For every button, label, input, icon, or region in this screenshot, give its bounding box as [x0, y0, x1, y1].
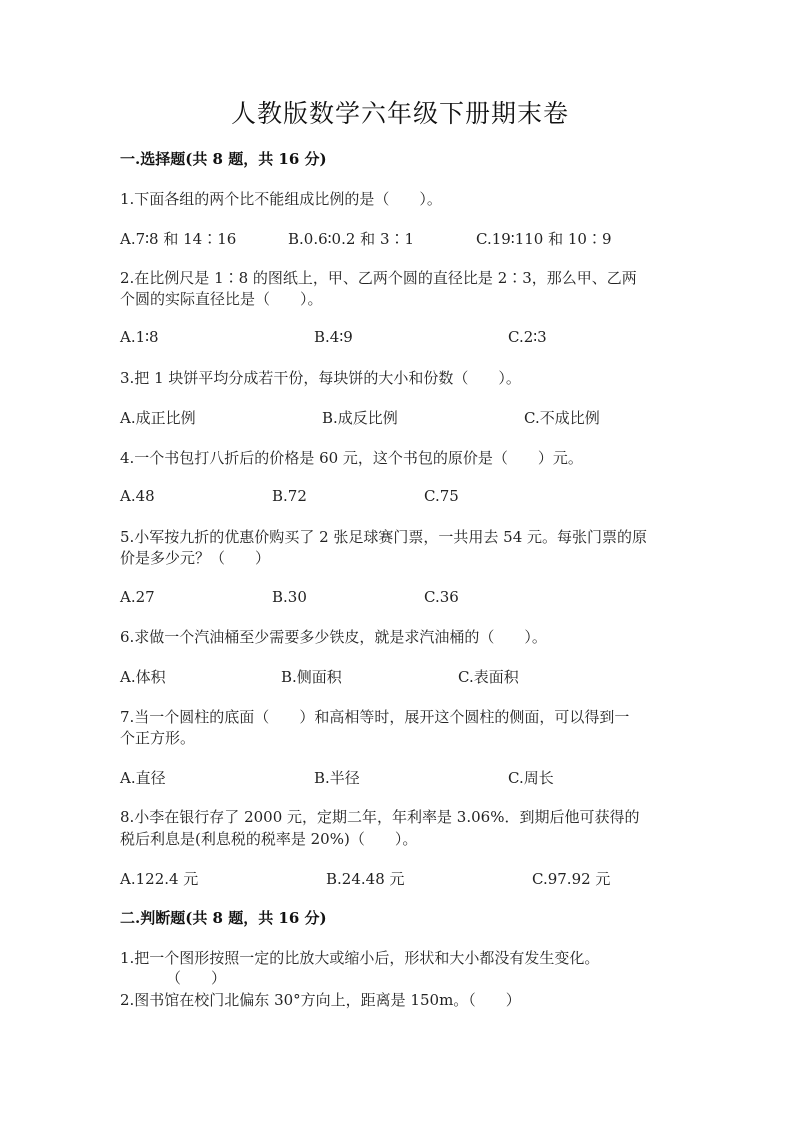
- q1-option-a: A.7∶8 和 14∶16: [120, 230, 237, 248]
- q8-option-a: A.122.4 元: [120, 870, 199, 888]
- question-2-line-1: 2.在比例尺是 1∶8 的图纸上，甲、乙两个圆的直径比是 2∶3，那么甲、乙两: [120, 269, 637, 287]
- q6-option-a: A.体积: [120, 668, 166, 686]
- tf-question-2: 2.图书馆在校门北偏东 30°方向上，距离是 150m。（ ）: [120, 991, 521, 1009]
- q7-option-b: B.半径: [314, 769, 360, 787]
- question-4: 4.一个书包打八折后的价格是 60 元，这个书包的原价是（ ）元。: [120, 449, 583, 467]
- q6-option-c: C.表面积: [458, 668, 519, 686]
- q2-option-a: A.1∶8: [120, 328, 159, 346]
- q3-option-c: C.不成比例: [524, 409, 600, 427]
- q8-option-b: B.24.48 元: [326, 870, 405, 888]
- question-5-line-2: 价是多少元？（ ）: [120, 549, 271, 567]
- q1-option-b: B.0.6∶0.2 和 3∶1: [288, 230, 415, 248]
- tf-question-1-line-1: 1.把一个图形按照一定的比放大或缩小后，形状和大小都没有发生变化。: [120, 949, 600, 967]
- q5-option-b: B.30: [272, 588, 307, 606]
- question-8-line-2: 税后利息是(利息税的税率是 20%)（ ）。: [120, 830, 418, 848]
- question-5-line-1: 5.小军按九折的优惠价购买了 2 张足球赛门票，一共用去 54 元。每张门票的原: [120, 528, 648, 546]
- q2-option-b: B.4∶9: [314, 328, 353, 346]
- q4-option-b: B.72: [272, 487, 307, 505]
- q2-option-c: C.2∶3: [508, 328, 547, 346]
- question-8-line-1: 8.小李在银行存了 2000 元，定期二年，年利率是 3.06%．到期后他可获得的: [120, 808, 640, 826]
- q7-option-c: C.周长: [508, 769, 554, 787]
- section-heading-true-false: 二.判断题(共 8 题，共 16 分): [120, 909, 327, 927]
- page-title: 人教版数学六年级下册期末卷: [230, 99, 569, 128]
- q3-option-b: B.成反比例: [322, 409, 398, 427]
- question-3: 3.把 1 块饼平均分成若干份，每块饼的大小和份数（ ）。: [120, 369, 521, 387]
- q3-option-a: A.成正比例: [120, 409, 196, 427]
- q1-option-c: C.19∶110 和 10∶9: [476, 230, 612, 248]
- q6-option-b: B.侧面积: [281, 668, 342, 686]
- question-7-line-1: 7.当一个圆柱的底面（ ）和高相等时，展开这个圆柱的侧面，可以得到一: [120, 708, 630, 726]
- question-2-line-2: 个圆的实际直径比是（ ）。: [120, 290, 323, 308]
- q5-option-c: C.36: [424, 588, 459, 606]
- section-heading-choice: 一.选择题(共 8 题，共 16 分): [120, 150, 327, 168]
- q4-option-a: A.48: [120, 487, 155, 505]
- q4-option-c: C.75: [424, 487, 459, 505]
- q5-option-a: A.27: [120, 588, 155, 606]
- question-6: 6.求做一个汽油桶至少需要多少铁皮，就是求汽油桶的（ ）。: [120, 628, 547, 646]
- tf-question-1-answer-blank: （ ）: [166, 969, 227, 987]
- question-1: 1.下面各组的两个比不能组成比例的是（ ）。: [120, 190, 442, 208]
- question-7-line-2: 个正方形。: [120, 729, 196, 747]
- q8-option-c: C.97.92 元: [532, 870, 611, 888]
- q7-option-a: A.直径: [120, 769, 166, 787]
